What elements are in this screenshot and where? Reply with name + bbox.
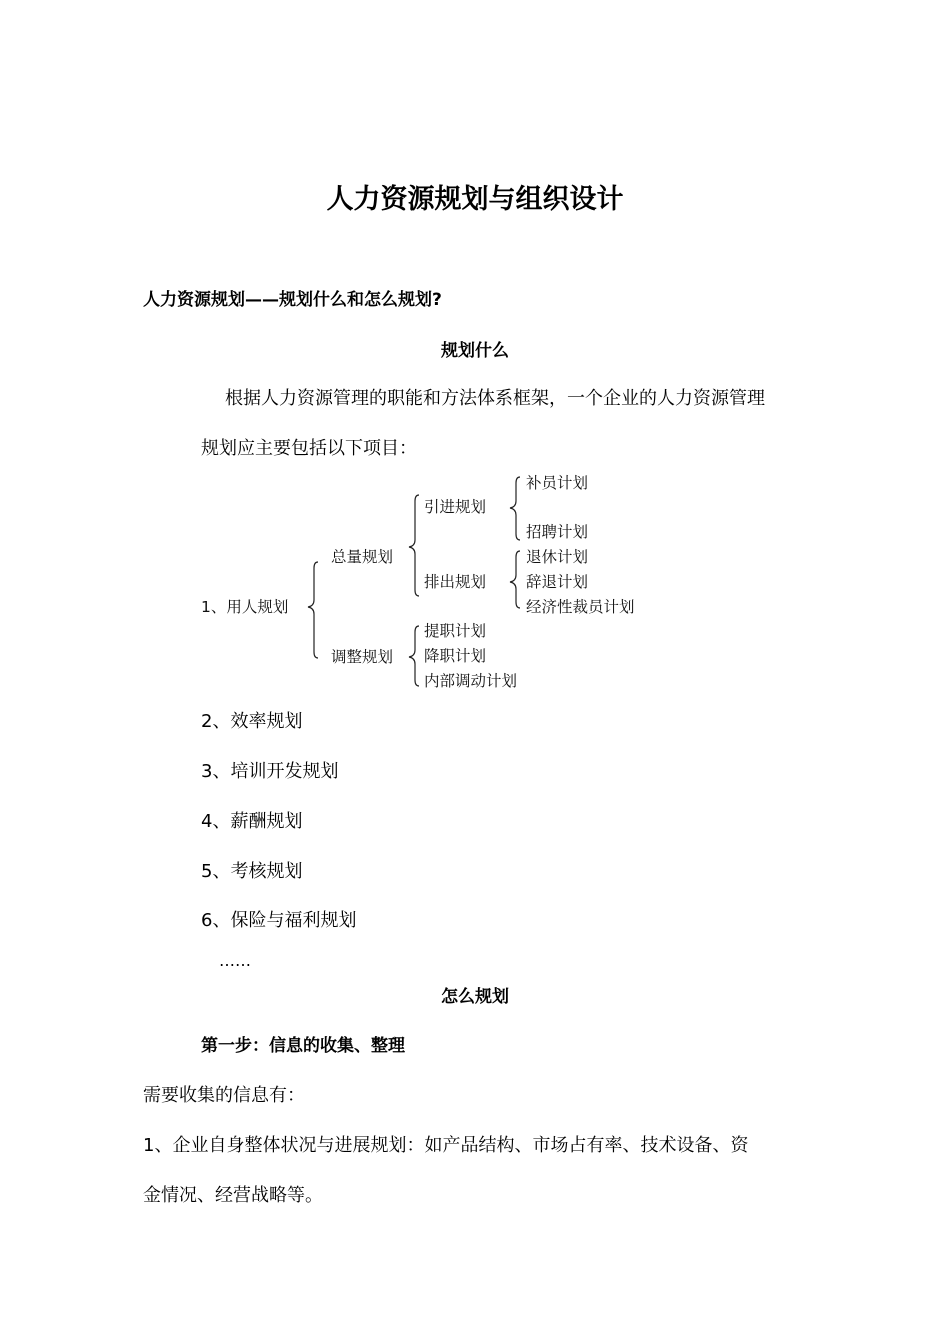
tree-leaf-supplement: 补员计划: [526, 474, 589, 492]
intro-paragraph-line-1: 根据人力资源管理的职能和方法体系框架，一个企业的人力资源管理: [225, 388, 765, 409]
step-one-heading: 第一步：信息的收集、整理: [201, 1036, 405, 1056]
info-intro: 需要收集的信息有：: [143, 1085, 305, 1106]
tree-leaf-promote: 提职计划: [424, 622, 487, 640]
tree-root-label: 1、用人规划: [201, 598, 289, 616]
brace-adjust: [409, 626, 419, 686]
brace-export: [510, 551, 520, 608]
list-item: 5、考核规划: [201, 861, 303, 882]
ellipsis: ……: [219, 951, 251, 970]
info-item-1-line-2: 金情况、经营战略等。: [143, 1185, 323, 1206]
section-heading: 人力资源规划——规划什么和怎么规划?: [143, 290, 442, 310]
list-item: 2、效率规划: [201, 711, 303, 732]
brace-root: [308, 562, 318, 658]
list-item: 4、薪酬规划: [201, 811, 303, 832]
info-item-1-line-1: 1、企业自身整体状况与进展规划：如产品结构、市场占有率、技术设备、资: [143, 1135, 749, 1156]
brace-total: [409, 495, 419, 596]
brace-import: [510, 477, 520, 540]
tree-branch-total: 总量规划: [331, 548, 394, 566]
tree-leaf-retire: 退休计划: [526, 548, 589, 566]
tree-leaf-dismiss: 辞退计划: [526, 573, 589, 591]
intro-paragraph-line-2: 规划应主要包括以下项目：: [201, 438, 417, 459]
document-title: 人力资源规划与组织设计: [326, 184, 624, 215]
list-item: 6、保险与福利规划: [201, 910, 357, 931]
subheading-what-to-plan: 规划什么: [441, 341, 509, 361]
subheading-how-to-plan: 怎么规划: [441, 987, 509, 1007]
tree-branch-adjust: 调整规划: [331, 648, 394, 666]
tree-leaf-economic-layoff: 经济性裁员计划: [526, 598, 635, 616]
tree-leaf-transfer: 内部调动计划: [424, 672, 518, 690]
tree-sub-export: 排出规划: [424, 573, 487, 591]
tree-leaf-demote: 降职计划: [424, 647, 487, 665]
tree-sub-import: 引进规划: [424, 498, 487, 516]
tree-leaf-recruit: 招聘计划: [526, 523, 589, 541]
list-item: 3、培训开发规划: [201, 761, 339, 782]
